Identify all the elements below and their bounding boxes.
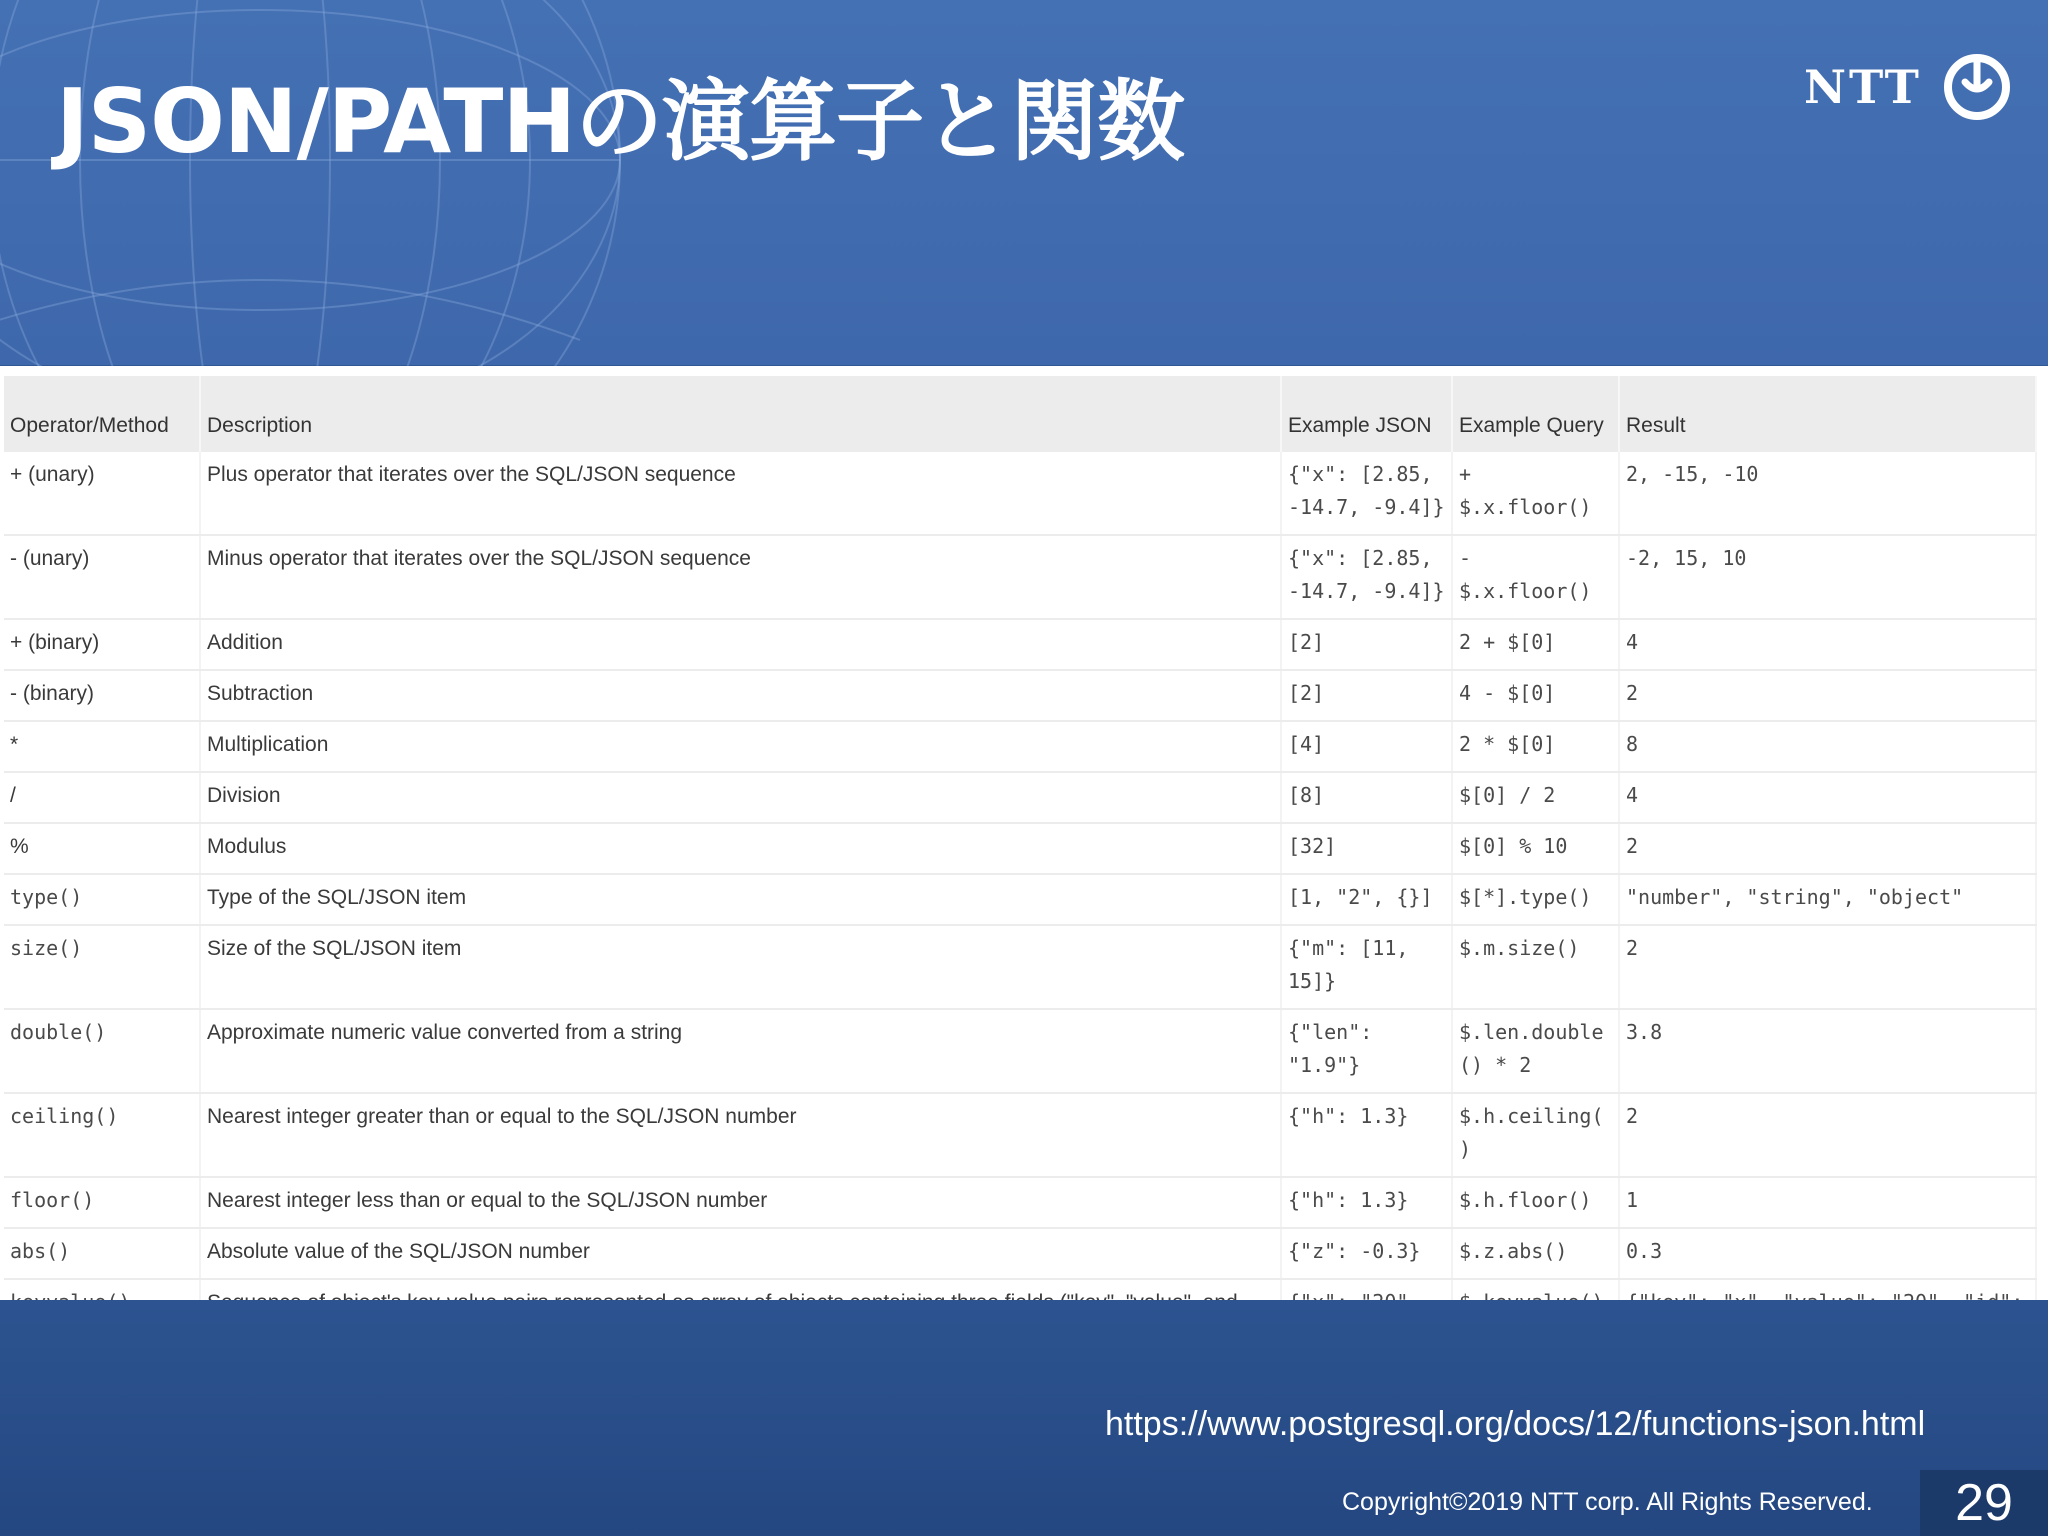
table-row (4, 874, 2036, 925)
table-panel (0, 366, 2048, 1300)
table-row (4, 823, 2036, 874)
example-query-cell: $.h.ceiling() (1452, 1093, 1619, 1177)
column-header-example-json: Example JSON (1281, 376, 1452, 452)
description-cell: Minus operator that iterates over the SQL/JSON sequence (200, 535, 1281, 619)
example-query-cell: 2 * $[0] (1452, 721, 1619, 772)
example-query-cell: $.h.floor() (1452, 1177, 1619, 1228)
page-number: 29 (1920, 1470, 2048, 1536)
table-header-row (4, 376, 2036, 452)
example-json-cell: {"z": -0.3} (1281, 1228, 1452, 1279)
example-query-cell: + $.x.floor() (1452, 452, 1619, 535)
description-cell: Division (200, 772, 1281, 823)
example-query-cell: $[0] / 2 (1452, 772, 1619, 823)
description-cell: Nearest integer less than or equal to the SQL/JSON number (200, 1177, 1281, 1228)
example-query-cell: 2 + $[0] (1452, 619, 1619, 670)
operator-cell: size() (4, 925, 200, 1009)
description-cell: Subtraction (200, 670, 1281, 721)
table-row (4, 670, 2036, 721)
ntt-logo (1804, 52, 2012, 122)
example-json-cell: {"len": "1.9"} (1281, 1009, 1452, 1093)
result-cell: 3.8 (1619, 1009, 2036, 1093)
example-json-cell: [4] (1281, 721, 1452, 772)
operator-cell: type() (4, 874, 200, 925)
result-cell: 2 (1619, 823, 2036, 874)
result-cell: 8 (1619, 721, 2036, 772)
table-row (4, 721, 2036, 772)
operator-cell: - (binary) (4, 670, 200, 721)
description-cell: Approximate numeric value converted from a string (200, 1009, 1281, 1093)
operator-cell: ceiling() (4, 1093, 200, 1177)
example-json-cell: [2] (1281, 670, 1452, 721)
table-row (4, 1009, 2036, 1093)
example-query-cell: $[*].type() (1452, 874, 1619, 925)
operator-cell: - (unary) (4, 535, 200, 619)
example-query-cell: $.len.double() * 2 (1452, 1009, 1619, 1093)
table-row (4, 1228, 2036, 1279)
ntt-logo-icon (1942, 52, 2012, 122)
operator-cell: abs() (4, 1228, 200, 1279)
example-json-cell: [8] (1281, 772, 1452, 823)
description-cell: Size of the SQL/JSON item (200, 925, 1281, 1009)
description-cell: Plus operator that iterates over the SQL/JSON sequence (200, 452, 1281, 535)
example-json-cell: {"x": [2.85, -14.7, -9.4]} (1281, 535, 1452, 619)
example-json-cell: {"x": [2.85, -14.7, -9.4]} (1281, 452, 1452, 535)
example-query-cell: $[0] % 10 (1452, 823, 1619, 874)
example-json-cell: {"h": 1.3} (1281, 1093, 1452, 1177)
table-row (4, 619, 2036, 670)
source-url: https://www.postgresql.org/docs/12/functions-json.html (1105, 1405, 1926, 1443)
description-cell: Addition (200, 619, 1281, 670)
result-cell: 1 (1619, 1177, 2036, 1228)
description-cell: Absolute value of the SQL/JSON number (200, 1228, 1281, 1279)
result-cell: -2, 15, 10 (1619, 535, 2036, 619)
example-json-cell: [2] (1281, 619, 1452, 670)
json-operators-table (4, 376, 2037, 1397)
result-cell: 0.3 (1619, 1228, 2036, 1279)
operator-cell: * (4, 721, 200, 772)
example-query-cell: $.z.abs() (1452, 1228, 1619, 1279)
column-header-operator: Operator/Method (4, 376, 200, 452)
description-cell: Type of the SQL/JSON item (200, 874, 1281, 925)
description-cell: Modulus (200, 823, 1281, 874)
operator-cell: + (unary) (4, 452, 200, 535)
description-cell: Multiplication (200, 721, 1281, 772)
column-header-example-query: Example Query (1452, 376, 1619, 452)
operator-cell: % (4, 823, 200, 874)
copyright-text: Copyright©2019 NTT corp. All Rights Reserved. (1342, 1488, 1873, 1516)
example-query-cell: - $.x.floor() (1452, 535, 1619, 619)
example-query-cell: 4 - $[0] (1452, 670, 1619, 721)
result-cell: 4 (1619, 619, 2036, 670)
operator-cell: / (4, 772, 200, 823)
result-cell: 2 (1619, 1093, 2036, 1177)
operator-cell: double() (4, 1009, 200, 1093)
result-cell: "number", "string", "object" (1619, 874, 2036, 925)
table-row (4, 535, 2036, 619)
column-header-description: Description (200, 376, 1281, 452)
example-json-cell: {"m": [11, 15]} (1281, 925, 1452, 1009)
table-row (4, 925, 2036, 1009)
table-row (4, 1093, 2036, 1177)
column-header-result: Result (1619, 376, 2036, 452)
logo-text: NTT (1804, 60, 1922, 114)
result-cell: 2 (1619, 670, 2036, 721)
result-cell: 2, -15, -10 (1619, 452, 2036, 535)
result-cell: 4 (1619, 772, 2036, 823)
page-title: JSON/PATHの演算子と関数 (56, 70, 1185, 173)
table-row (4, 1177, 2036, 1228)
example-json-cell: [1, "2", {}] (1281, 874, 1452, 925)
table-row (4, 772, 2036, 823)
operator-cell: + (binary) (4, 619, 200, 670)
description-cell: Nearest integer greater than or equal to the SQL/JSON number (200, 1093, 1281, 1177)
table-row (4, 452, 2036, 535)
example-query-cell: $.m.size() (1452, 925, 1619, 1009)
result-cell: 2 (1619, 925, 2036, 1009)
operator-cell: floor() (4, 1177, 200, 1228)
example-json-cell: [32] (1281, 823, 1452, 874)
example-json-cell: {"h": 1.3} (1281, 1177, 1452, 1228)
